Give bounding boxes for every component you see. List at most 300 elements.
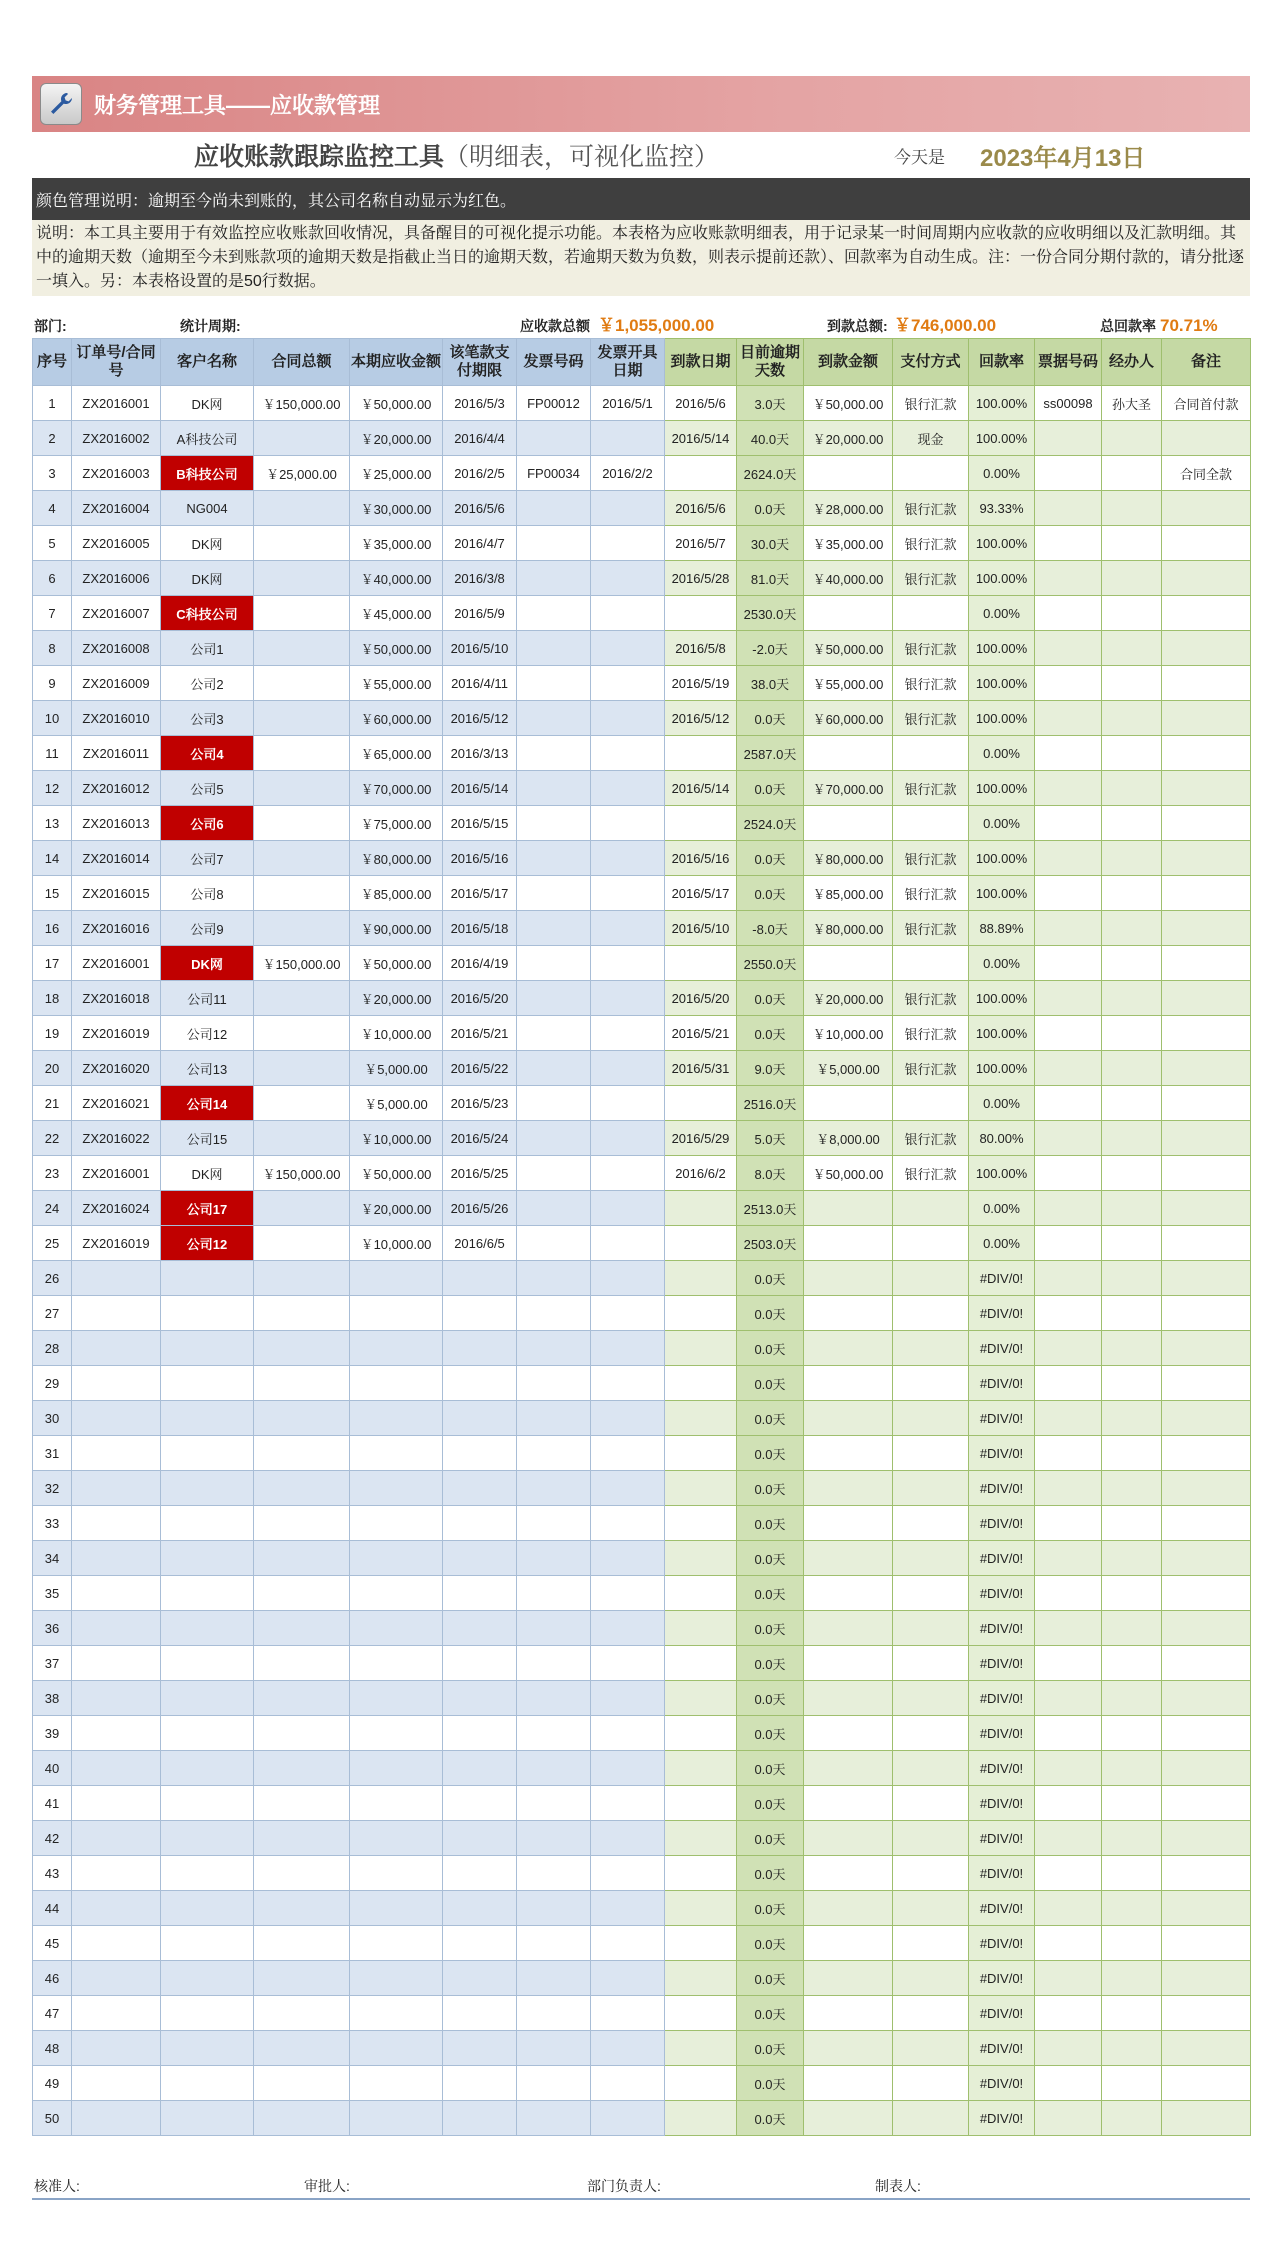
cell-contract[interactable] — [254, 631, 350, 666]
cell-no[interactable]: 30 — [33, 1401, 72, 1436]
cell-contract[interactable] — [254, 876, 350, 911]
cell-contract[interactable] — [254, 1226, 350, 1261]
cell-contract[interactable] — [254, 1436, 350, 1471]
cell-bill[interactable] — [1035, 1821, 1102, 1856]
cell-note[interactable] — [1162, 1891, 1251, 1926]
cell-paid[interactable]: ￥28,000.00 — [804, 491, 893, 526]
cell-no[interactable]: 9 — [33, 666, 72, 701]
cell-rate[interactable]: #DIV/0! — [969, 2066, 1035, 2101]
cell-due[interactable] — [350, 1366, 443, 1401]
cell-method[interactable] — [893, 1751, 969, 1786]
cell-rate[interactable]: #DIV/0! — [969, 1471, 1035, 1506]
cell-note[interactable] — [1162, 1086, 1251, 1121]
cell-method[interactable] — [893, 1646, 969, 1681]
cell-client[interactable] — [161, 1961, 254, 1996]
cell-rate[interactable]: #DIV/0! — [969, 1296, 1035, 1331]
cell-invdate[interactable] — [591, 1576, 665, 1611]
cell-paydate[interactable] — [665, 1646, 737, 1681]
cell-overdue[interactable]: 0.0天 — [737, 491, 804, 526]
cell-invdate[interactable] — [591, 981, 665, 1016]
cell-invdate[interactable] — [591, 2101, 665, 2136]
cell-invdate[interactable] — [591, 1086, 665, 1121]
cell-paydate[interactable]: 2016/5/17 — [665, 876, 737, 911]
cell-method[interactable] — [893, 1681, 969, 1716]
cell-deadline[interactable] — [443, 1611, 517, 1646]
cell-deadline[interactable]: 2016/5/20 — [443, 981, 517, 1016]
cell-paydate[interactable] — [665, 1506, 737, 1541]
cell-handler[interactable] — [1102, 1576, 1162, 1611]
cell-order[interactable] — [72, 1961, 161, 1996]
cell-client[interactable] — [161, 1891, 254, 1926]
cell-client[interactable]: 公司6 — [161, 806, 254, 841]
cell-note[interactable] — [1162, 1436, 1251, 1471]
cell-paid[interactable]: ￥40,000.00 — [804, 561, 893, 596]
cell-note[interactable] — [1162, 421, 1251, 456]
cell-overdue[interactable]: 81.0天 — [737, 561, 804, 596]
cell-overdue[interactable]: 38.0天 — [737, 666, 804, 701]
cell-overdue[interactable]: 40.0天 — [737, 421, 804, 456]
cell-note[interactable] — [1162, 1506, 1251, 1541]
cell-overdue[interactable]: 0.0天 — [737, 1716, 804, 1751]
cell-client[interactable]: 公司5 — [161, 771, 254, 806]
cell-note[interactable] — [1162, 1716, 1251, 1751]
cell-paid[interactable]: ￥5,000.00 — [804, 1051, 893, 1086]
cell-deadline[interactable]: 2016/5/17 — [443, 876, 517, 911]
cell-invdate[interactable] — [591, 701, 665, 736]
cell-invdate[interactable] — [591, 771, 665, 806]
cell-bill[interactable] — [1035, 1541, 1102, 1576]
cell-deadline[interactable]: 2016/5/21 — [443, 1016, 517, 1051]
cell-no[interactable]: 42 — [33, 1821, 72, 1856]
cell-contract[interactable] — [254, 1506, 350, 1541]
cell-note[interactable] — [1162, 1856, 1251, 1891]
cell-paid[interactable] — [804, 456, 893, 491]
cell-overdue[interactable]: 0.0天 — [737, 1996, 804, 2031]
cell-deadline[interactable] — [443, 1296, 517, 1331]
cell-client[interactable] — [161, 1506, 254, 1541]
cell-client[interactable] — [161, 2031, 254, 2066]
cell-invoice[interactable] — [517, 1331, 591, 1366]
cell-note[interactable] — [1162, 771, 1251, 806]
cell-rate[interactable]: 100.00% — [969, 771, 1035, 806]
cell-deadline[interactable]: 2016/5/16 — [443, 841, 517, 876]
cell-invoice[interactable]: FP00034 — [517, 456, 591, 491]
cell-order[interactable] — [72, 1856, 161, 1891]
cell-no[interactable]: 39 — [33, 1716, 72, 1751]
cell-contract[interactable]: ￥25,000.00 — [254, 456, 350, 491]
cell-overdue[interactable]: 0.0天 — [737, 1471, 804, 1506]
cell-bill[interactable]: ss00098 — [1035, 386, 1102, 421]
cell-rate[interactable]: #DIV/0! — [969, 1576, 1035, 1611]
cell-no[interactable]: 21 — [33, 1086, 72, 1121]
cell-paid[interactable]: ￥20,000.00 — [804, 981, 893, 1016]
cell-deadline[interactable]: 2016/5/23 — [443, 1086, 517, 1121]
cell-invdate[interactable] — [591, 2066, 665, 2101]
cell-overdue[interactable]: 0.0天 — [737, 1436, 804, 1471]
cell-client[interactable] — [161, 1611, 254, 1646]
cell-invdate[interactable] — [591, 1331, 665, 1366]
cell-note[interactable] — [1162, 1821, 1251, 1856]
cell-client[interactable]: 公司3 — [161, 701, 254, 736]
cell-bill[interactable] — [1035, 1891, 1102, 1926]
cell-no[interactable]: 17 — [33, 946, 72, 981]
cell-bill[interactable] — [1035, 1681, 1102, 1716]
cell-invoice[interactable] — [517, 1611, 591, 1646]
cell-client[interactable] — [161, 1471, 254, 1506]
cell-invdate[interactable] — [591, 841, 665, 876]
cell-contract[interactable] — [254, 1646, 350, 1681]
cell-note[interactable] — [1162, 526, 1251, 561]
cell-contract[interactable] — [254, 1751, 350, 1786]
cell-note[interactable] — [1162, 1926, 1251, 1961]
cell-bill[interactable] — [1035, 456, 1102, 491]
cell-invdate[interactable] — [591, 1121, 665, 1156]
cell-invdate[interactable] — [591, 666, 665, 701]
cell-bill[interactable] — [1035, 911, 1102, 946]
cell-deadline[interactable]: 2016/5/24 — [443, 1121, 517, 1156]
cell-rate[interactable]: #DIV/0! — [969, 1401, 1035, 1436]
cell-order[interactable] — [72, 1436, 161, 1471]
cell-method[interactable] — [893, 1261, 969, 1296]
cell-client[interactable] — [161, 1716, 254, 1751]
cell-invdate[interactable] — [591, 1681, 665, 1716]
cell-method[interactable]: 现金 — [893, 421, 969, 456]
cell-bill[interactable] — [1035, 876, 1102, 911]
cell-method[interactable] — [893, 1331, 969, 1366]
cell-method[interactable] — [893, 2101, 969, 2136]
cell-contract[interactable]: ￥150,000.00 — [254, 1156, 350, 1191]
cell-order[interactable] — [72, 2031, 161, 2066]
cell-paid[interactable]: ￥80,000.00 — [804, 841, 893, 876]
cell-method[interactable] — [893, 1576, 969, 1611]
cell-no[interactable]: 26 — [33, 1261, 72, 1296]
cell-client[interactable] — [161, 1576, 254, 1611]
cell-overdue[interactable]: 0.0天 — [737, 1261, 804, 1296]
cell-no[interactable]: 7 — [33, 596, 72, 631]
cell-paydate[interactable] — [665, 1856, 737, 1891]
cell-order[interactable]: ZX2016013 — [72, 806, 161, 841]
cell-contract[interactable] — [254, 561, 350, 596]
cell-method[interactable] — [893, 1821, 969, 1856]
cell-invdate[interactable] — [591, 736, 665, 771]
cell-client[interactable]: 公司17 — [161, 1191, 254, 1226]
cell-overdue[interactable]: 2587.0天 — [737, 736, 804, 771]
cell-overdue[interactable]: 2503.0天 — [737, 1226, 804, 1261]
cell-invoice[interactable] — [517, 1716, 591, 1751]
cell-paydate[interactable] — [665, 2101, 737, 2136]
cell-rate[interactable]: #DIV/0! — [969, 2101, 1035, 2136]
cell-client[interactable]: 公司12 — [161, 1226, 254, 1261]
cell-paydate[interactable]: 2016/5/21 — [665, 1016, 737, 1051]
cell-rate[interactable]: 0.00% — [969, 1226, 1035, 1261]
cell-rate[interactable]: 0.00% — [969, 1191, 1035, 1226]
cell-handler[interactable] — [1102, 1191, 1162, 1226]
cell-client[interactable] — [161, 2066, 254, 2101]
cell-no[interactable]: 45 — [33, 1926, 72, 1961]
cell-invoice[interactable] — [517, 1366, 591, 1401]
cell-due[interactable] — [350, 1331, 443, 1366]
cell-overdue[interactable]: 0.0天 — [737, 1856, 804, 1891]
cell-paydate[interactable]: 2016/5/19 — [665, 666, 737, 701]
cell-handler[interactable] — [1102, 876, 1162, 911]
cell-handler[interactable] — [1102, 1051, 1162, 1086]
cell-due[interactable] — [350, 1716, 443, 1751]
cell-invoice[interactable] — [517, 1821, 591, 1856]
cell-note[interactable] — [1162, 1751, 1251, 1786]
cell-contract[interactable] — [254, 666, 350, 701]
cell-bill[interactable] — [1035, 1121, 1102, 1156]
cell-bill[interactable] — [1035, 1191, 1102, 1226]
cell-no[interactable]: 41 — [33, 1786, 72, 1821]
cell-overdue[interactable]: 0.0天 — [737, 1891, 804, 1926]
cell-paydate[interactable]: 2016/5/6 — [665, 386, 737, 421]
cell-invoice[interactable] — [517, 1226, 591, 1261]
cell-paydate[interactable]: 2016/5/10 — [665, 911, 737, 946]
cell-overdue[interactable]: 0.0天 — [737, 876, 804, 911]
cell-deadline[interactable]: 2016/3/8 — [443, 561, 517, 596]
cell-rate[interactable]: 0.00% — [969, 456, 1035, 491]
cell-overdue[interactable]: 2550.0天 — [737, 946, 804, 981]
cell-contract[interactable] — [254, 491, 350, 526]
cell-invdate[interactable] — [591, 1261, 665, 1296]
cell-overdue[interactable]: 9.0天 — [737, 1051, 804, 1086]
cell-paydate[interactable]: 2016/5/16 — [665, 841, 737, 876]
cell-method[interactable] — [893, 1786, 969, 1821]
cell-contract[interactable] — [254, 1296, 350, 1331]
cell-invdate[interactable] — [591, 526, 665, 561]
cell-method[interactable] — [893, 1996, 969, 2031]
cell-method[interactable] — [893, 1541, 969, 1576]
cell-overdue[interactable]: 30.0天 — [737, 526, 804, 561]
cell-paydate[interactable] — [665, 1436, 737, 1471]
cell-handler[interactable] — [1102, 1366, 1162, 1401]
cell-order[interactable]: ZX2016006 — [72, 561, 161, 596]
cell-rate[interactable]: #DIV/0! — [969, 2031, 1035, 2066]
cell-method[interactable]: 银行汇款 — [893, 631, 969, 666]
cell-paid[interactable]: ￥10,000.00 — [804, 1016, 893, 1051]
cell-no[interactable]: 31 — [33, 1436, 72, 1471]
cell-due[interactable]: ￥10,000.00 — [350, 1226, 443, 1261]
cell-rate[interactable]: 0.00% — [969, 596, 1035, 631]
cell-bill[interactable] — [1035, 736, 1102, 771]
cell-deadline[interactable] — [443, 1891, 517, 1926]
cell-invoice[interactable] — [517, 1926, 591, 1961]
cell-client[interactable]: 公司12 — [161, 1016, 254, 1051]
cell-due[interactable]: ￥20,000.00 — [350, 981, 443, 1016]
cell-invdate[interactable] — [591, 1506, 665, 1541]
cell-deadline[interactable]: 2016/5/15 — [443, 806, 517, 841]
cell-handler[interactable] — [1102, 946, 1162, 981]
cell-overdue[interactable]: 2624.0天 — [737, 456, 804, 491]
cell-paydate[interactable] — [665, 1086, 737, 1121]
cell-invdate[interactable] — [591, 946, 665, 981]
cell-order[interactable] — [72, 1786, 161, 1821]
cell-deadline[interactable]: 2016/5/6 — [443, 491, 517, 526]
cell-invdate[interactable] — [591, 1611, 665, 1646]
cell-no[interactable]: 10 — [33, 701, 72, 736]
cell-invoice[interactable] — [517, 1086, 591, 1121]
cell-note[interactable] — [1162, 2066, 1251, 2101]
cell-client[interactable] — [161, 1366, 254, 1401]
cell-due[interactable]: ￥50,000.00 — [350, 946, 443, 981]
cell-note[interactable] — [1162, 876, 1251, 911]
cell-handler[interactable] — [1102, 1261, 1162, 1296]
cell-bill[interactable] — [1035, 1401, 1102, 1436]
cell-note[interactable] — [1162, 946, 1251, 981]
cell-paydate[interactable] — [665, 1891, 737, 1926]
cell-due[interactable]: ￥90,000.00 — [350, 911, 443, 946]
cell-invoice[interactable] — [517, 1541, 591, 1576]
cell-no[interactable]: 49 — [33, 2066, 72, 2101]
cell-bill[interactable] — [1035, 1996, 1102, 2031]
cell-due[interactable]: ￥30,000.00 — [350, 491, 443, 526]
cell-contract[interactable] — [254, 1576, 350, 1611]
cell-handler[interactable] — [1102, 456, 1162, 491]
cell-method[interactable] — [893, 806, 969, 841]
cell-deadline[interactable] — [443, 1366, 517, 1401]
cell-no[interactable]: 28 — [33, 1331, 72, 1366]
cell-paid[interactable] — [804, 1086, 893, 1121]
cell-paydate[interactable] — [665, 1681, 737, 1716]
cell-overdue[interactable]: 0.0天 — [737, 1401, 804, 1436]
cell-paydate[interactable] — [665, 1471, 737, 1506]
cell-no[interactable]: 13 — [33, 806, 72, 841]
cell-handler[interactable] — [1102, 1681, 1162, 1716]
cell-handler[interactable] — [1102, 1786, 1162, 1821]
cell-order[interactable] — [72, 1366, 161, 1401]
cell-invdate[interactable] — [591, 1786, 665, 1821]
cell-no[interactable]: 24 — [33, 1191, 72, 1226]
cell-due[interactable]: ￥50,000.00 — [350, 386, 443, 421]
cell-rate[interactable]: #DIV/0! — [969, 1961, 1035, 1996]
cell-bill[interactable] — [1035, 1856, 1102, 1891]
cell-client[interactable]: 公司14 — [161, 1086, 254, 1121]
cell-deadline[interactable] — [443, 1961, 517, 1996]
cell-invoice[interactable] — [517, 1121, 591, 1156]
cell-paid[interactable] — [804, 596, 893, 631]
cell-rate[interactable]: #DIV/0! — [969, 1821, 1035, 1856]
cell-paydate[interactable] — [665, 1996, 737, 2031]
cell-client[interactable]: 公司1 — [161, 631, 254, 666]
cell-rate[interactable]: 100.00% — [969, 421, 1035, 456]
cell-paid[interactable] — [804, 1926, 893, 1961]
cell-overdue[interactable]: 0.0天 — [737, 1576, 804, 1611]
cell-deadline[interactable] — [443, 2066, 517, 2101]
cell-due[interactable] — [350, 1471, 443, 1506]
cell-invoice[interactable] — [517, 666, 591, 701]
cell-method[interactable]: 银行汇款 — [893, 876, 969, 911]
cell-handler[interactable] — [1102, 561, 1162, 596]
cell-bill[interactable] — [1035, 1016, 1102, 1051]
cell-note[interactable] — [1162, 561, 1251, 596]
cell-paydate[interactable] — [665, 1611, 737, 1646]
cell-deadline[interactable] — [443, 1436, 517, 1471]
cell-rate[interactable]: #DIV/0! — [969, 1996, 1035, 2031]
cell-handler[interactable] — [1102, 911, 1162, 946]
cell-paid[interactable]: ￥80,000.00 — [804, 911, 893, 946]
cell-bill[interactable] — [1035, 631, 1102, 666]
cell-method[interactable]: 银行汇款 — [893, 701, 969, 736]
cell-no[interactable]: 50 — [33, 2101, 72, 2136]
cell-paid[interactable]: ￥50,000.00 — [804, 1156, 893, 1191]
cell-client[interactable]: DK网 — [161, 526, 254, 561]
cell-method[interactable]: 银行汇款 — [893, 386, 969, 421]
cell-paydate[interactable]: 2016/5/6 — [665, 491, 737, 526]
cell-invdate[interactable] — [591, 596, 665, 631]
cell-overdue[interactable]: 0.0天 — [737, 1016, 804, 1051]
cell-rate[interactable]: #DIV/0! — [969, 1331, 1035, 1366]
cell-due[interactable] — [350, 1926, 443, 1961]
cell-due[interactable]: ￥50,000.00 — [350, 631, 443, 666]
cell-note[interactable] — [1162, 491, 1251, 526]
cell-no[interactable]: 2 — [33, 421, 72, 456]
cell-order[interactable]: ZX2016019 — [72, 1016, 161, 1051]
cell-client[interactable] — [161, 1261, 254, 1296]
cell-invoice[interactable] — [517, 1471, 591, 1506]
cell-client[interactable]: A科技公司 — [161, 421, 254, 456]
cell-paydate[interactable]: 2016/5/12 — [665, 701, 737, 736]
cell-paid[interactable]: ￥50,000.00 — [804, 631, 893, 666]
cell-handler[interactable] — [1102, 806, 1162, 841]
cell-paid[interactable]: ￥55,000.00 — [804, 666, 893, 701]
cell-paid[interactable] — [804, 1821, 893, 1856]
cell-method[interactable]: 银行汇款 — [893, 911, 969, 946]
cell-paid[interactable] — [804, 1576, 893, 1611]
cell-order[interactable]: ZX2016021 — [72, 1086, 161, 1121]
cell-deadline[interactable]: 2016/2/5 — [443, 456, 517, 491]
cell-note[interactable] — [1162, 631, 1251, 666]
cell-invdate[interactable] — [591, 1401, 665, 1436]
cell-no[interactable]: 4 — [33, 491, 72, 526]
cell-deadline[interactable]: 2016/5/10 — [443, 631, 517, 666]
cell-client[interactable] — [161, 1856, 254, 1891]
cell-paydate[interactable] — [665, 1786, 737, 1821]
cell-contract[interactable] — [254, 701, 350, 736]
cell-bill[interactable] — [1035, 666, 1102, 701]
cell-client[interactable]: C科技公司 — [161, 596, 254, 631]
cell-overdue[interactable]: 0.0天 — [737, 771, 804, 806]
cell-note[interactable] — [1162, 1646, 1251, 1681]
cell-invoice[interactable] — [517, 1681, 591, 1716]
cell-invoice[interactable] — [517, 1436, 591, 1471]
cell-invoice[interactable] — [517, 876, 591, 911]
cell-invoice[interactable] — [517, 561, 591, 596]
cell-no[interactable]: 37 — [33, 1646, 72, 1681]
cell-method[interactable] — [893, 1366, 969, 1401]
cell-deadline[interactable] — [443, 1646, 517, 1681]
cell-method[interactable]: 银行汇款 — [893, 1016, 969, 1051]
cell-method[interactable]: 银行汇款 — [893, 1121, 969, 1156]
cell-contract[interactable] — [254, 1541, 350, 1576]
cell-handler[interactable] — [1102, 1996, 1162, 2031]
cell-deadline[interactable] — [443, 1821, 517, 1856]
cell-deadline[interactable]: 2016/5/25 — [443, 1156, 517, 1191]
cell-due[interactable]: ￥50,000.00 — [350, 1156, 443, 1191]
cell-client[interactable]: DK网 — [161, 1156, 254, 1191]
cell-no[interactable]: 11 — [33, 736, 72, 771]
cell-no[interactable]: 1 — [33, 386, 72, 421]
cell-note[interactable] — [1162, 1226, 1251, 1261]
cell-due[interactable] — [350, 1296, 443, 1331]
cell-no[interactable]: 16 — [33, 911, 72, 946]
cell-invdate[interactable] — [591, 1646, 665, 1681]
cell-due[interactable]: ￥20,000.00 — [350, 1191, 443, 1226]
cell-order[interactable]: ZX2016012 — [72, 771, 161, 806]
cell-no[interactable]: 38 — [33, 1681, 72, 1716]
cell-invoice[interactable] — [517, 1191, 591, 1226]
cell-note[interactable] — [1162, 2101, 1251, 2136]
cell-rate[interactable]: 0.00% — [969, 806, 1035, 841]
